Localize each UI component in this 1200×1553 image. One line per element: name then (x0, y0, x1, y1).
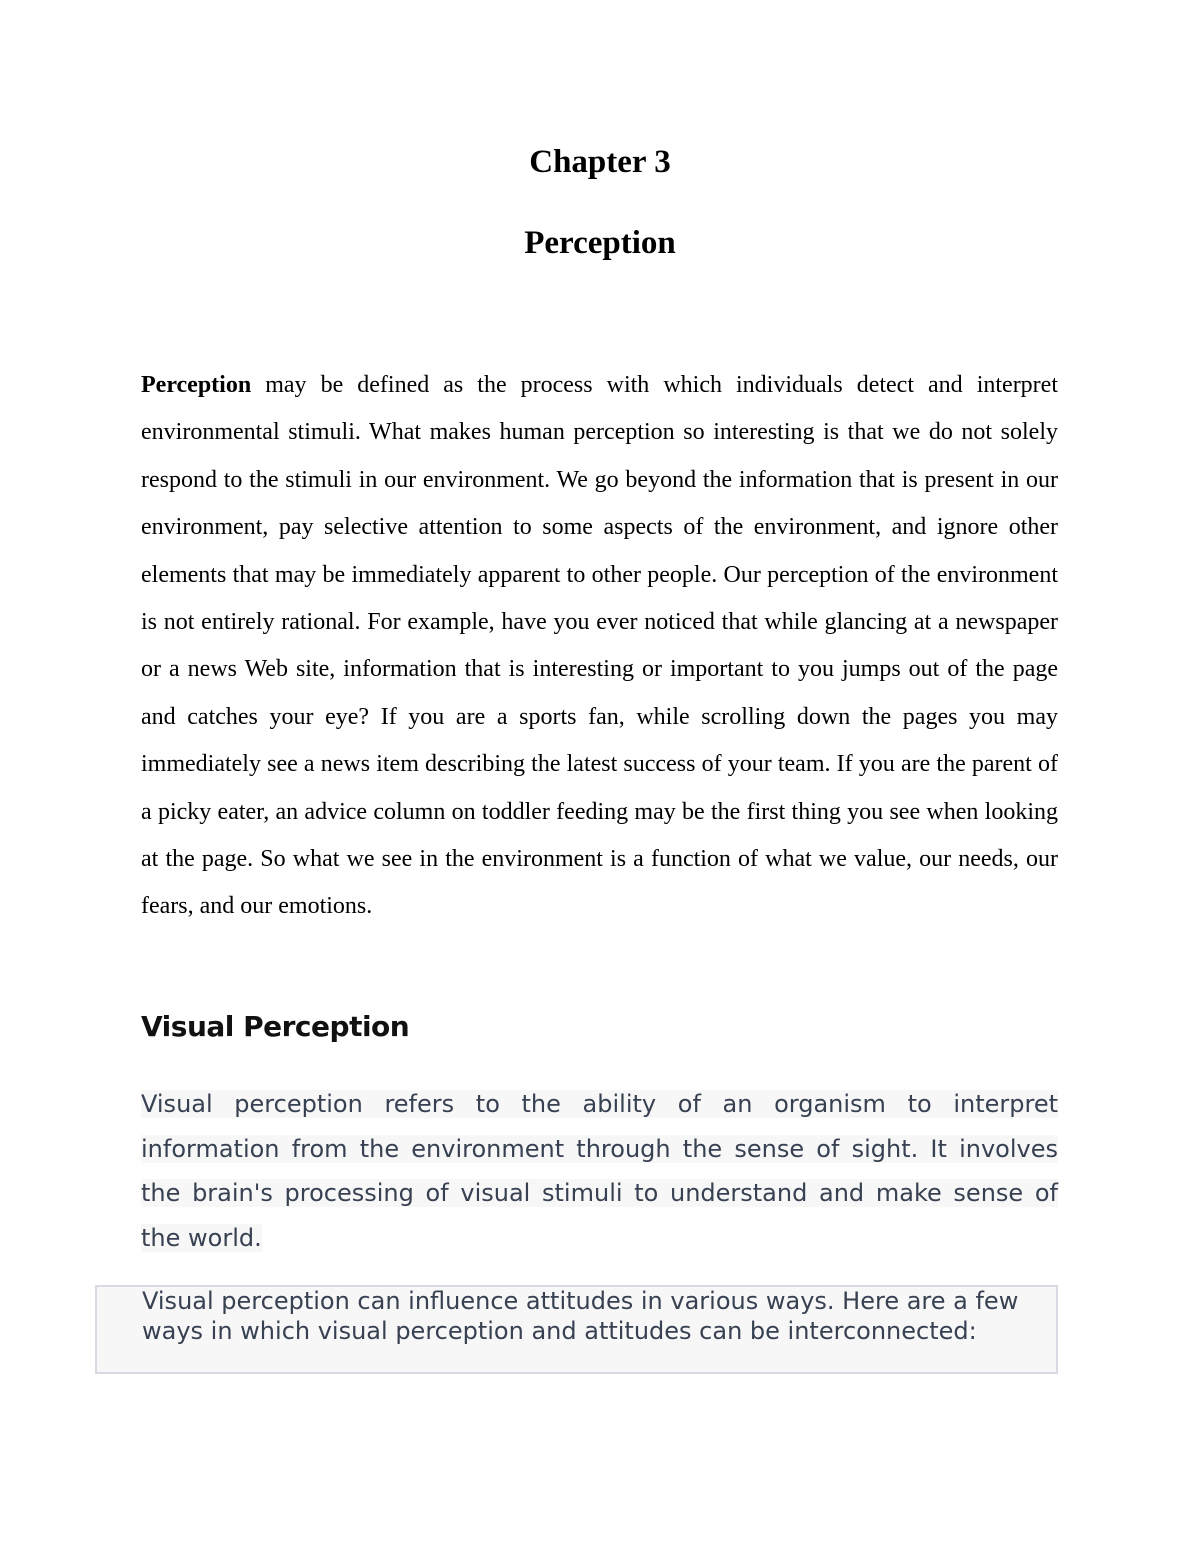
visual-perception-paragraph (141, 1082, 1058, 1260)
boxed-note-text: Visual perception can influence attitudes in various ways. Here are a few ways in which visual perception and attitudes can be interconnected: (142, 1287, 1019, 1345)
chapter-subtitle: Perception (524, 225, 676, 261)
intro-lead-term: Perception (141, 372, 252, 398)
boxed-note (95, 1285, 1058, 1374)
chapter-title: Chapter 3 (529, 144, 671, 180)
intro-paragraph-text: may be defined as the process with which individuals detect and interpret environmental stimuli. What makes human perception so interesting is that we do not solely respond to the stimuli in our environment. We go beyond the information that is present in our environment, pay selective attention to some aspects of the environment, and ignore other elements that may be immediately apparent to other people. Our perception of the environment is not entirely rational. For example, have you ever noticed that while glancing at a newspaper or a news Web site, information that is interesting or important to you jumps out of the page and catches your eye? If you are a sports fan, while scrolling down the pages you may immediately see a news item describing the latest success of your team. If you are the parent of a picky eater, an advice column on toddler feeding may be the first thing you see when looking at the page. So what we see in the environment is a function of what we value, our needs, our fears, and our emotions. (141, 372, 1058, 920)
visual-perception-text: Visual perception refers to the ability of an organism to interpret information from the environment through the sense of sight. It involves the brain's processing of visual stimuli to understand and make sense of the world. (141, 1090, 1058, 1252)
intro-paragraph (141, 362, 1058, 931)
section-heading: Visual Perception (141, 1010, 410, 1043)
